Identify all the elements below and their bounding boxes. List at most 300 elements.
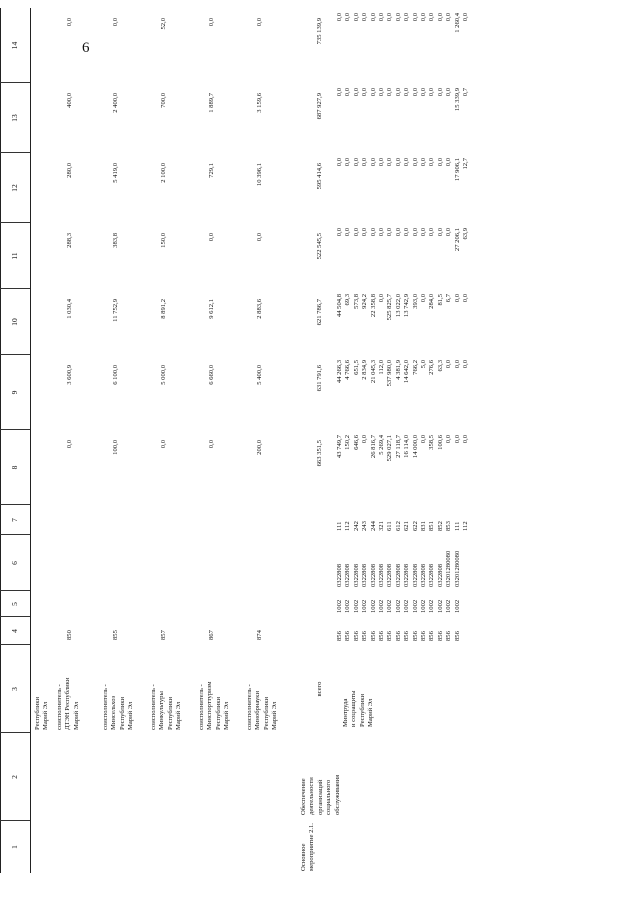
yearly-amounts-col10-line: 22 358,8 <box>369 294 377 318</box>
yearly-amounts-col13-line: 15 339,9 <box>453 88 461 112</box>
grbs-codes-line: 856 <box>436 631 444 641</box>
header-bottom-border <box>30 8 31 873</box>
yearly-amounts-col9-line: 0,0 <box>462 360 470 369</box>
amount-value: 0,0 <box>66 18 73 27</box>
amount-value: 280,0 <box>66 163 73 178</box>
executor-name-line: Марий Эл <box>127 701 135 730</box>
yearly-amounts-col14-line: 0,0 <box>352 13 360 22</box>
measure-description-line: Обеспечение <box>300 778 307 815</box>
grbs-code: 850 <box>66 630 73 640</box>
executor-name-line: Минкультуры <box>158 691 166 730</box>
expense-type-codes-line: 621 <box>403 521 411 531</box>
grbs-code: 857 <box>160 630 167 640</box>
measure-description-line: обслуживания <box>333 774 341 815</box>
yearly-amounts-col8-line: 5 269,4 <box>378 435 386 455</box>
amount-value: 2 400,0 <box>112 93 119 113</box>
column-separator <box>0 732 30 733</box>
yearly-amounts-col9-line: 44 266,3 <box>336 360 343 384</box>
column-header-10: 10 <box>10 318 19 326</box>
yearly-amounts-col12-line: 0,0 <box>386 158 394 167</box>
yearly-amounts-col14-line: 0,0 <box>411 13 419 22</box>
yearly-amounts-col8-line: 358,5 <box>428 435 436 450</box>
amount-value: 1 030,4 <box>66 299 73 319</box>
expense-type-codes-line: 244 <box>369 521 377 531</box>
budget-table <box>0 8 639 873</box>
yearly-amounts-col8-line: 43 749,7 <box>336 435 343 459</box>
yearly-amounts-col10-line: 13 022,0 <box>394 294 402 318</box>
target-article-codes-line: 03201280080 <box>445 550 453 587</box>
yearly-amounts-col8-line: 646,6 <box>352 435 360 450</box>
yearly-amounts-col12-line: 0,0 <box>403 158 411 167</box>
executor-name-line: соисполнитель - <box>246 684 253 730</box>
measure-title <box>300 823 317 871</box>
executor-name <box>56 648 81 730</box>
amount-value: 5 400,0 <box>256 365 263 385</box>
target-article-codes-line: 0322808 <box>394 563 402 587</box>
measure-description-line: социального <box>325 779 333 815</box>
target-article-codes-line: 0322808 <box>411 563 419 587</box>
executor-name-line: Марий Эл <box>72 701 80 730</box>
amount-value: 0,0 <box>208 18 215 27</box>
target-article-codes-line: 0322808 <box>378 563 386 587</box>
yearly-amounts-col12-line: 0,0 <box>369 158 377 167</box>
column-separator <box>0 354 30 355</box>
section-codes-line: 1002 <box>394 599 402 613</box>
yearly-amounts-col10-line: 0,0 <box>453 294 461 303</box>
responsible-executor-line: и соцзащиты <box>350 690 358 727</box>
yearly-amounts-col14-line: 0,0 <box>386 13 394 22</box>
executor-name-line: соисполнитель - <box>56 684 63 730</box>
yearly-amounts-col8 <box>336 435 471 500</box>
yearly-amounts-col8-line: 14 000,0 <box>411 435 419 459</box>
amount-value: 0,0 <box>256 18 263 27</box>
executor-name-line: Марий Эл <box>42 701 50 730</box>
yearly-amounts-col8-line: 16 114,0 <box>403 435 411 458</box>
yearly-amounts-col9-line: 21 045,3 <box>369 360 377 384</box>
yearly-amounts-col11-line: 0,0 <box>420 228 428 237</box>
yearly-amounts-col13-line: 0,0 <box>378 88 386 97</box>
amount-value: 0,0 <box>208 233 215 242</box>
section-codes <box>336 595 462 613</box>
amount-value: 383,8 <box>112 233 119 248</box>
expense-type-codes <box>336 509 471 531</box>
executor-name-line: Республики <box>166 696 174 730</box>
yearly-amounts-col14-line: 0,0 <box>428 13 436 22</box>
total-value: 621 786,7 <box>316 299 323 326</box>
executor-name-line: Республики <box>214 696 222 730</box>
column-header-9: 9 <box>10 390 19 395</box>
yearly-amounts-col12 <box>336 158 471 218</box>
section-codes-line: 1002 <box>411 599 419 613</box>
yearly-amounts-col11-line: 0,0 <box>336 228 343 237</box>
total-value: 687 927,9 <box>316 93 323 120</box>
yearly-amounts-col12-line: 0,0 <box>436 158 444 167</box>
grbs-codes-line: 856 <box>411 631 419 641</box>
yearly-amounts-col9-line: 4 381,9 <box>394 360 402 380</box>
yearly-amounts-col13-line: 0,0 <box>352 88 360 97</box>
yearly-amounts-col12-line: 0,0 <box>336 158 343 167</box>
amount-value: 729,1 <box>208 163 215 178</box>
yearly-amounts-col8-line: 0,0 <box>361 435 369 444</box>
column-header-13: 13 <box>10 114 19 122</box>
yearly-amounts-col9-line: 4 766,6 <box>344 360 352 380</box>
amount-value: 5 419,0 <box>112 163 119 183</box>
yearly-amounts-col11-line: 0,0 <box>394 228 402 237</box>
yearly-amounts-col11-line: 0,0 <box>386 228 394 237</box>
yearly-amounts-col8-line: 100,6 <box>436 435 444 450</box>
yearly-amounts-col10-line: 0,0 <box>378 294 386 303</box>
executor-name-line: Республики <box>262 696 270 730</box>
yearly-amounts-col13-line: 0,0 <box>411 88 419 97</box>
grbs-codes-line: 856 <box>386 631 394 641</box>
executor-name-line: Минсельхоз <box>110 695 118 730</box>
measure-description <box>300 739 342 815</box>
yearly-amounts-col11-line: 0,0 <box>344 228 352 237</box>
executor-name <box>150 648 184 730</box>
yearly-amounts-col10-line: 6,7 <box>445 294 453 303</box>
target-article-codes-line: 0322808 <box>336 563 343 587</box>
yearly-amounts-col14-line: 0,0 <box>369 13 377 22</box>
amount-value: 3 600,9 <box>66 365 73 385</box>
yearly-amounts-col9-line: 63,3 <box>436 360 444 372</box>
yearly-amounts-col12-line: 12,7 <box>462 158 470 170</box>
column-header-6: 6 <box>10 561 19 565</box>
expense-type-codes-line: 852 <box>436 521 444 531</box>
grbs-codes-line: 856 <box>369 631 377 641</box>
target-article-codes-line: 0322808 <box>386 563 394 587</box>
executor-name-line: Минспорттуризм <box>206 681 214 730</box>
column-header-1: 1 <box>10 845 19 849</box>
total-value: 522 545,5 <box>316 233 323 260</box>
column-separator <box>0 590 30 591</box>
yearly-amounts-col10-line: 0,0 <box>420 294 428 303</box>
column-header-11: 11 <box>10 252 19 260</box>
column-header-12: 12 <box>10 184 19 192</box>
yearly-amounts-col8-line: 0,0 <box>462 435 470 444</box>
responsible-executor-line: Минтруда <box>342 698 349 727</box>
yearly-amounts-col12-line: 0,0 <box>344 158 352 167</box>
yearly-amounts-col10 <box>336 294 471 350</box>
yearly-amounts-col13 <box>336 88 471 148</box>
yearly-amounts-col9-line: 112,0 <box>378 360 386 375</box>
yearly-amounts-col14-line: 0,0 <box>361 13 369 22</box>
yearly-amounts-col10-line: 393,0 <box>411 294 419 309</box>
executor-name-line: соисполнитель - <box>198 684 205 730</box>
column-header-8: 8 <box>10 465 19 470</box>
expense-type-codes-line: 243 <box>361 521 369 531</box>
amount-value: 3 159,6 <box>256 93 263 113</box>
yearly-amounts-col14-line: 0,0 <box>403 13 411 22</box>
measure-title-line: Основное <box>300 843 307 871</box>
amount-value: 2 883,6 <box>256 299 263 319</box>
yearly-amounts-col11-line: 0,0 <box>361 228 369 237</box>
yearly-amounts-col12-line: 0,0 <box>428 158 436 167</box>
column-separator <box>0 644 30 645</box>
yearly-amounts-col10-line: 284,0 <box>428 294 436 309</box>
yearly-amounts-col11-line: 27 206,1 <box>453 228 461 252</box>
yearly-amounts-col9-line: 651,5 <box>352 360 360 375</box>
yearly-amounts-col13-line: 0,0 <box>420 88 428 97</box>
amount-value: 700,0 <box>160 93 167 108</box>
amount-value: 6 660,0 <box>208 365 215 385</box>
grbs-codes-line: 856 <box>445 631 453 641</box>
responsible-executor-line: Марий Эл <box>367 698 375 727</box>
grbs-codes-line: 856 <box>336 631 343 641</box>
amount-value: 11 752,9 <box>112 299 119 322</box>
yearly-amounts-col10-line: 44 504,8 <box>336 294 343 318</box>
yearly-amounts-col14-line: 0,0 <box>445 13 453 22</box>
yearly-amounts-col11 <box>336 228 471 284</box>
expense-type-codes-line: 111 <box>336 521 343 531</box>
column-header-14: 14 <box>10 41 19 50</box>
target-article-codes-line: 03201280080 <box>453 550 461 587</box>
target-article-codes-line: 0322808 <box>361 563 369 587</box>
target-article-codes-line: 0322808 <box>344 563 352 587</box>
yearly-amounts-col9-line: 2 834,9 <box>361 360 369 380</box>
responsible-executor-line: Республики <box>358 693 366 727</box>
yearly-amounts-col9-line: 276,6 <box>428 360 436 375</box>
column-separator <box>0 82 30 83</box>
total-label: всего <box>316 681 323 697</box>
measure-description-line: деятельности <box>308 777 316 815</box>
amount-value: 5 000,0 <box>160 365 167 385</box>
column-separator <box>0 820 30 821</box>
grbs-codes-line: 856 <box>378 631 386 641</box>
yearly-amounts-col14-line: 1 260,4 <box>453 13 461 33</box>
yearly-amounts-col11-line: 0,0 <box>378 228 386 237</box>
target-article-codes <box>336 539 462 587</box>
yearly-amounts-col9-line: 766,2 <box>411 360 419 375</box>
executor-name-line: Марий Эл <box>175 701 183 730</box>
yearly-amounts-col14-line: 0,0 <box>336 13 343 22</box>
yearly-amounts-col13-line: 0,0 <box>445 88 453 97</box>
yearly-amounts-col9-line: 14 642,0 <box>403 360 411 384</box>
executor-name-line: ДТЭН Республики <box>64 677 72 730</box>
executor-name-line: соисполнитель - <box>150 684 157 730</box>
grbs-code: 867 <box>208 630 215 640</box>
expense-type-codes-line: 611 <box>386 521 394 531</box>
yearly-amounts-col12-line: 0,0 <box>394 158 402 167</box>
yearly-amounts-col9-line: 537 980,0 <box>386 360 394 387</box>
yearly-amounts-col14-line: 0,0 <box>378 13 386 22</box>
grbs-codes-line: 856 <box>453 631 461 641</box>
expense-type-codes-line: 831 <box>420 521 428 531</box>
grbs-codes-line: 856 <box>361 631 369 641</box>
grbs-codes-line: 856 <box>352 631 360 641</box>
yearly-amounts-col9-line: 5,0 <box>420 360 428 369</box>
measure-title-line: мероприятие 2.1. <box>308 823 316 871</box>
amount-value: 0,0 <box>66 440 73 449</box>
yearly-amounts-col13-line: 0,7 <box>462 88 470 97</box>
executor-name-line: Республики <box>34 696 41 730</box>
target-article-codes-line: 0322808 <box>420 563 428 587</box>
column-separator <box>0 616 30 617</box>
expense-type-codes-line: 111 <box>453 521 461 531</box>
target-article-codes-line: 0322808 <box>403 563 411 587</box>
expense-type-codes-line: 112 <box>344 521 352 531</box>
amount-value: 1 889,7 <box>208 93 215 113</box>
target-article-codes-line: 0322808 <box>352 563 360 587</box>
amount-value: 9 612,1 <box>208 299 215 319</box>
executor-name <box>34 648 51 730</box>
section-codes-line: 1002 <box>361 599 369 613</box>
yearly-amounts-col12-line: 0,0 <box>352 158 360 167</box>
target-article-codes-line: 0322808 <box>436 563 444 587</box>
yearly-amounts-col13-line: 0,0 <box>336 88 343 97</box>
amount-value: 288,3 <box>66 233 73 248</box>
total-value: 631 791,6 <box>316 365 323 392</box>
expense-type-codes-line: 851 <box>428 521 436 531</box>
column-separator <box>0 222 30 223</box>
yearly-amounts-col13-line: 0,0 <box>386 88 394 97</box>
target-article-codes-line: 0322808 <box>428 563 436 587</box>
yearly-amounts-col11-line: 0,0 <box>428 228 436 237</box>
grbs-codes <box>336 621 462 641</box>
yearly-amounts-col8-line: 529 027,1 <box>386 435 394 462</box>
yearly-amounts-col12-line: 0,0 <box>420 158 428 167</box>
grbs-codes-line: 856 <box>344 631 352 641</box>
yearly-amounts-col10-line: 924,2 <box>361 294 369 309</box>
amount-value: 8 891,2 <box>160 299 167 319</box>
amount-value: 0,0 <box>208 440 215 449</box>
grbs-codes-line: 856 <box>428 631 436 641</box>
section-codes-line: 1002 <box>445 599 453 613</box>
column-separator <box>0 288 30 289</box>
yearly-amounts-col8-line: 0,0 <box>420 435 428 444</box>
column-header-7: 7 <box>10 518 19 522</box>
amount-value: 0,0 <box>112 18 119 27</box>
yearly-amounts-col8-line: 27 118,7 <box>394 435 402 458</box>
grbs-code: 874 <box>256 630 263 640</box>
executor-name-line: Марий Эл <box>223 701 231 730</box>
yearly-amounts-col12-line: 0,0 <box>411 158 419 167</box>
yearly-amounts-col13-line: 0,0 <box>361 88 369 97</box>
yearly-amounts-col14-line: 0,0 <box>436 13 444 22</box>
yearly-amounts-col13-line: 0,0 <box>403 88 411 97</box>
yearly-amounts-col9-line: 0,0 <box>453 360 461 369</box>
yearly-amounts-col13-line: 0,0 <box>344 88 352 97</box>
yearly-amounts-col13-line: 0,0 <box>369 88 377 97</box>
yearly-amounts-col13-line: 0,0 <box>436 88 444 97</box>
total-value: 663 351,5 <box>316 440 323 467</box>
section-codes-line: 1002 <box>344 599 352 613</box>
yearly-amounts-col12-line: 0,0 <box>445 158 453 167</box>
yearly-amounts-col14-line: 0,0 <box>394 13 402 22</box>
yearly-amounts-col8-line: 0,0 <box>453 435 461 444</box>
expense-type-codes-line: 321 <box>378 521 386 531</box>
yearly-amounts-col11-line: 0,0 <box>436 228 444 237</box>
page-number: 6 <box>82 40 90 56</box>
executor-name <box>246 648 280 730</box>
expense-type-codes-line: 622 <box>411 521 419 531</box>
total-value: 735 139,9 <box>316 18 323 45</box>
section-codes-line: 1002 <box>428 599 436 613</box>
column-separator <box>0 534 30 535</box>
section-codes-line: 1002 <box>378 599 386 613</box>
yearly-amounts-col10-line: 525 825,7 <box>386 294 394 321</box>
yearly-amounts-col11-line: 0,0 <box>411 228 419 237</box>
amount-value: 400,0 <box>66 93 73 108</box>
section-codes-line: 1002 <box>369 599 377 613</box>
section-codes-line: 1002 <box>352 599 360 613</box>
yearly-amounts-col13-line: 0,0 <box>394 88 402 97</box>
amount-value: 10 396,1 <box>256 163 263 187</box>
column-header-5: 5 <box>10 602 19 606</box>
section-codes-line: 1002 <box>336 599 343 613</box>
yearly-amounts-col12-line: 0,0 <box>378 158 386 167</box>
grbs-codes-line: 856 <box>394 631 402 641</box>
expense-type-codes-line: 853 <box>445 521 453 531</box>
yearly-amounts-col10-line: 0,0 <box>462 294 470 303</box>
total-value: 595 414,6 <box>316 163 323 190</box>
executor-name <box>102 648 136 730</box>
yearly-amounts-col11-line: 63,9 <box>462 228 470 240</box>
grbs-codes-line: 856 <box>403 631 411 641</box>
amount-value: 6 100,0 <box>112 365 119 385</box>
executor-name-line: Республики <box>118 696 126 730</box>
section-codes-line: 1002 <box>420 599 428 613</box>
yearly-amounts-col10-line: 573,8 <box>352 294 360 309</box>
grbs-codes-line: 856 <box>420 631 428 641</box>
column-separator <box>0 504 30 505</box>
yearly-amounts-col11-line: 0,0 <box>369 228 377 237</box>
yearly-amounts-col9 <box>336 360 471 425</box>
yearly-amounts-col8-line: 0,0 <box>445 435 453 444</box>
executor-name-line: Марий Эл <box>271 701 279 730</box>
yearly-amounts-col10-line: 69,3 <box>344 294 352 306</box>
yearly-amounts-col13-line: 0,0 <box>428 88 436 97</box>
column-header-4: 4 <box>10 629 19 633</box>
yearly-amounts-col14 <box>336 13 471 78</box>
expense-type-codes-line: 112 <box>462 521 470 531</box>
yearly-amounts-col11-line: 0,0 <box>352 228 360 237</box>
executor-name <box>198 648 232 730</box>
expense-type-codes-line: 612 <box>394 521 402 531</box>
yearly-amounts-col10-line: 81,5 <box>436 294 444 306</box>
yearly-amounts-col14-line: 0,0 <box>420 13 428 22</box>
amount-value: 200,0 <box>256 440 263 455</box>
expense-type-codes-line: 242 <box>352 521 360 531</box>
column-header-2: 2 <box>10 775 19 779</box>
column-header-3: 3 <box>10 687 19 691</box>
amount-value: 0,0 <box>160 440 167 449</box>
amount-value: 0,0 <box>256 233 263 242</box>
yearly-amounts-col8-line: 150,2 <box>344 435 352 450</box>
section-codes-line: 1002 <box>386 599 394 613</box>
yearly-amounts-col11-line: 0,0 <box>403 228 411 237</box>
measure-description-line: организаций <box>316 779 324 815</box>
amount-value: 100,0 <box>112 440 119 455</box>
amount-value: 150,0 <box>160 233 167 248</box>
yearly-amounts-col8-line: 26 816,7 <box>369 435 377 459</box>
executor-name-line: Минобрнауки <box>254 690 262 730</box>
yearly-amounts-col9-line: 0,0 <box>445 360 453 369</box>
yearly-amounts-col14-line: 0,0 <box>344 13 352 22</box>
section-codes-line: 1002 <box>453 599 461 613</box>
column-separator <box>0 152 30 153</box>
yearly-amounts-col12-line: 0,0 <box>361 158 369 167</box>
amount-value: 52,0 <box>160 18 167 30</box>
yearly-amounts-col14-line: 0,0 <box>462 13 470 22</box>
column-separator <box>0 429 30 430</box>
responsible-executor <box>342 651 376 727</box>
target-article-codes-line: 0322808 <box>369 563 377 587</box>
section-codes-line: 1002 <box>436 599 444 613</box>
yearly-amounts-col11-line: 0,0 <box>445 228 453 237</box>
executor-name-line: соисполнитель - <box>102 684 109 730</box>
section-codes-line: 1002 <box>403 599 411 613</box>
yearly-amounts-col12-line: 17 906,1 <box>453 158 461 182</box>
